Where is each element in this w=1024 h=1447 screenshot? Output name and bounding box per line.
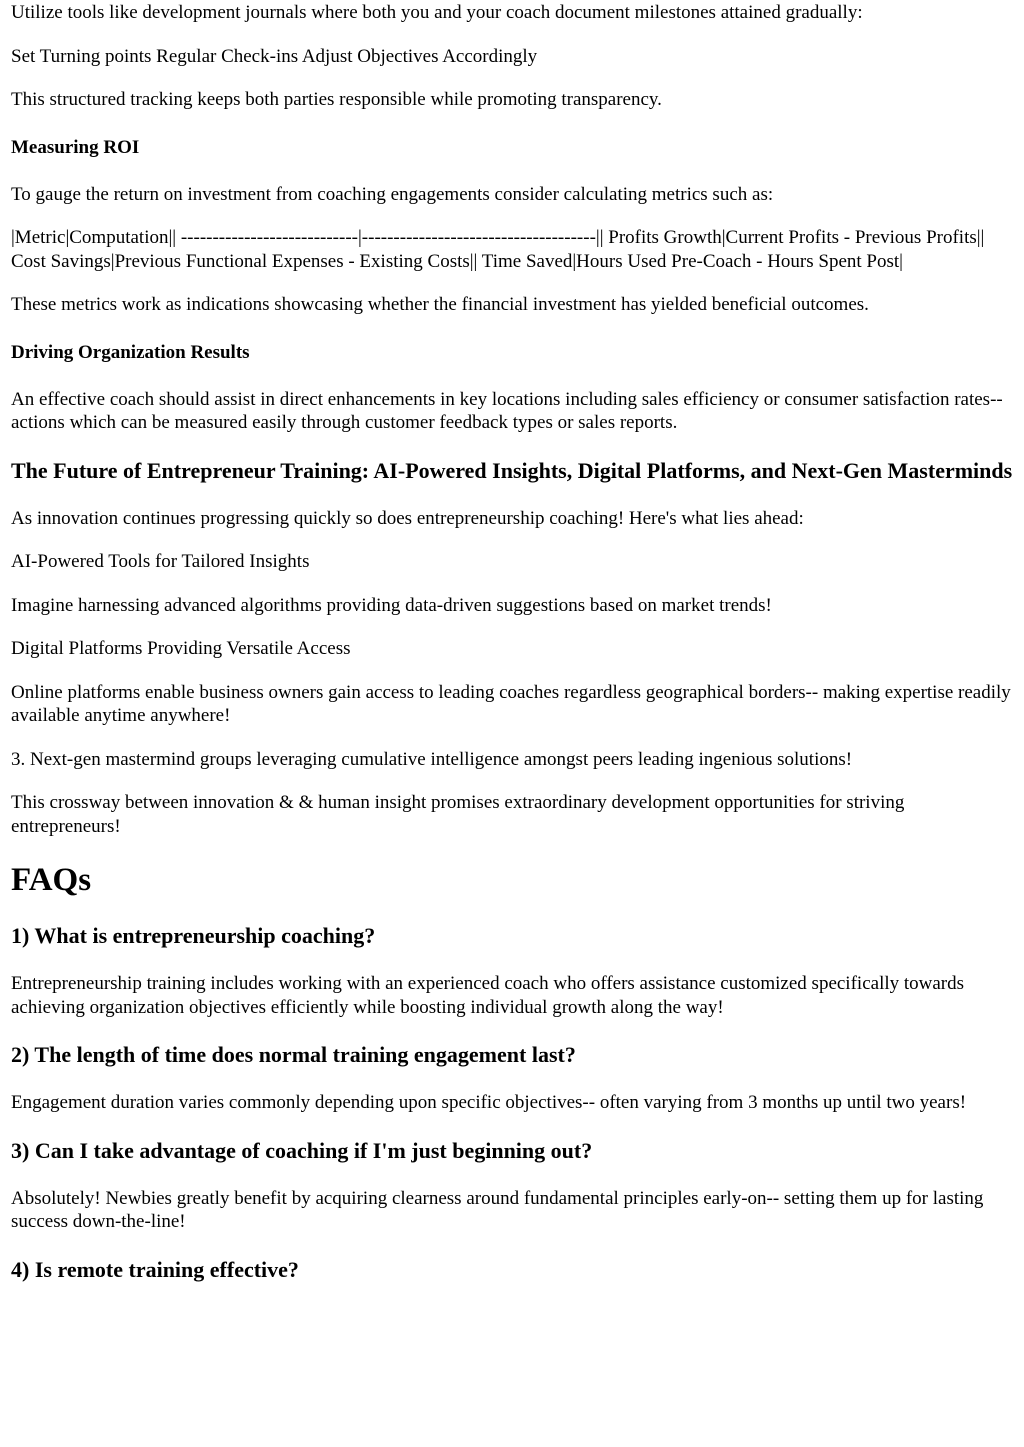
future-heading: The Future of Entrepreneur Training: AI-Powered Insights, Digital Platforms, and Next-Gen Masterminds [11,457,1013,483]
digital-platforms-title: Digital Platforms Providing Versatile Access [11,638,351,659]
ai-tools-paragraph: Imagine harnessing advanced algorithms providing data-driven suggestions based on market trends! [11,594,772,616]
faqs-heading: FAQs [11,862,92,898]
faq-question: 1) What is entrepreneurship coaching? [11,923,376,948]
intro-paragraph: Utilize tools like development journals where both you and your coach document milestones attained gradually: [11,2,863,23]
driving-results-heading: Driving Organization Results [11,341,250,363]
faq-answer: Absolutely! Newbies greatly benefit by acquiring clearness around fundamental principles early-on-- setting them up for lasting success down-the-line! [11,1187,984,1232]
faq-question: 2) The length of time does normal training engagement last? [11,1042,576,1067]
digital-platforms-paragraph: Online platforms enable business owners gain access to leading coaches regardless geographical borders-- making expertise readily available anytime anywhere! [11,681,1011,726]
roi-heading: Measuring ROI [11,136,140,158]
roi-intro-paragraph: To gauge the return on investment from coaching engagements consider calculating metrics such as: [11,183,774,205]
faq-answer: Entrepreneurship training includes working with an experienced coach who offers assistance customized specifically towards achieving organization objectives efficiently while boosting individual growth along the way! [11,973,965,1018]
metrics-table-text: |Metric|Computation|| ----------------------------|-------------------------------------|| Profits Growth|Current Profits - Previous Profits|| Cost Savings|Previous Functional Expenses - Existing Costs|| Time Saved|Hours Used Pre-Coach - Hours Spent Post| [11,227,985,272]
tracking-paragraph: This structured tracking keeps both parties responsible while promoting transparency. [11,89,662,110]
metrics-note-paragraph: These metrics work as indications showcasing whether the financial investment has yielded beneficial outcomes. [11,294,869,315]
crossway-paragraph: This crossway between innovation & & human insight promises extraordinary development opportunities for striving entrepreneurs! [11,792,905,837]
article-body [0,1,1024,1284]
steps-paragraph: Set Turning points Regular Check-ins Adjust Objectives Accordingly [11,45,538,67]
ai-tools-title: AI-Powered Tools for Tailored Insights [11,551,310,572]
future-intro-paragraph: As innovation continues progressing quickly so does entrepreneurship coaching! Here's what lies ahead: [11,507,804,529]
faq-question: 3) Can I take advantage of coaching if I'm just beginning out? [11,1137,593,1163]
faq-question: 4) Is remote training effective? [11,1256,299,1282]
driving-results-paragraph: An effective coach should assist in direct enhancements in key locations including sales efficiency or consumer satisfaction rates-- actions which can be measured easily through customer feedback types or sales reports. [11,388,1003,433]
mastermind-paragraph: 3. Next-gen mastermind groups leveraging cumulative intelligence amongst peers leading ingenious solutions! [11,748,853,770]
faq-answer: Engagement duration varies commonly depending upon specific objectives-- often varying from 3 months up until two years! [11,1092,967,1113]
